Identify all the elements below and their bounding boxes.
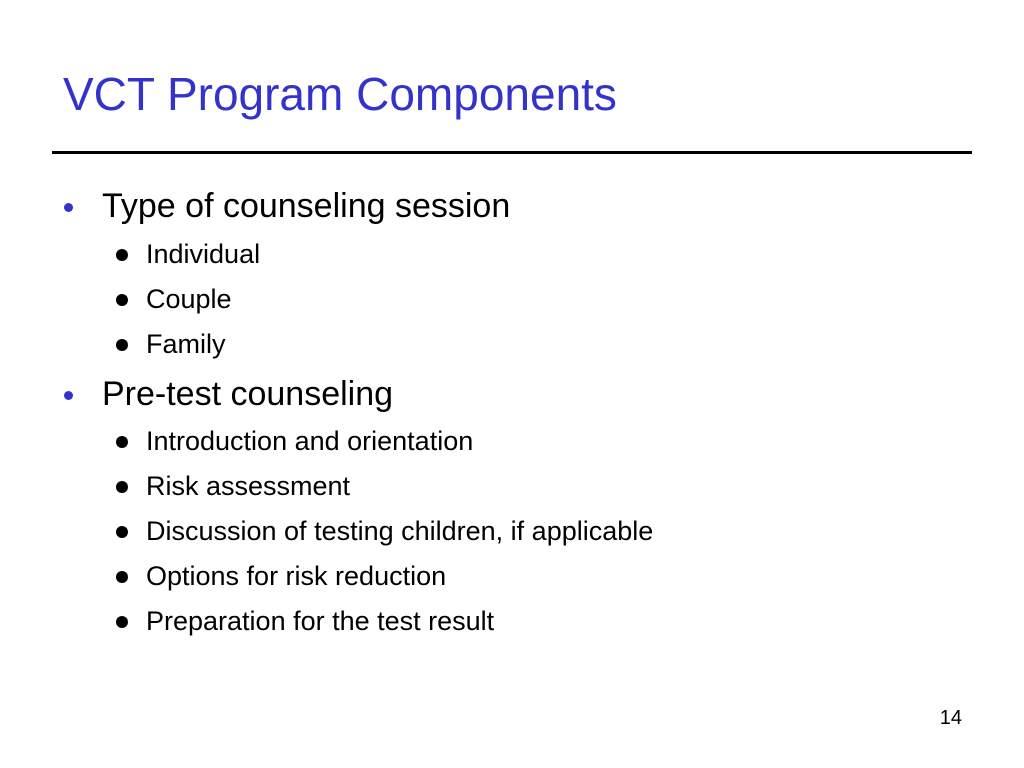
bullet-item-introduction: Introduction and orientation [146, 426, 474, 456]
bullet-item-couple: Couple [146, 284, 232, 314]
bullet-item-testing-children: Discussion of testing children, if applicable [146, 516, 654, 546]
level2-bullet-icon [116, 249, 128, 261]
bullet-item-risk-reduction: Options for risk reduction [146, 561, 447, 591]
level2-bullet-icon [116, 481, 128, 493]
level2-bullet-icon [116, 526, 128, 538]
level2-bullet-icon [116, 571, 128, 583]
bullet-item-individual: Individual [146, 239, 261, 269]
bullet-item-risk-assessment: Risk assessment [146, 471, 351, 501]
slide-title: VCT Program Components [63, 68, 617, 120]
bullet-item-test-result: Preparation for the test result [146, 606, 495, 636]
bullet-heading-counseling-type: Type of counseling session [102, 187, 511, 225]
level2-bullet-icon [116, 294, 128, 306]
level2-bullet-icon [116, 339, 128, 351]
bullet-heading-pretest: Pre-test counseling [102, 375, 394, 413]
bullet-item-family: Family [146, 329, 226, 359]
level1-bullet-icon [64, 203, 73, 212]
level2-bullet-icon [116, 436, 128, 448]
level1-bullet-icon [64, 391, 73, 400]
title-divider [52, 151, 972, 154]
page-number: 14 [939, 707, 962, 729]
level2-bullet-icon [116, 616, 128, 628]
